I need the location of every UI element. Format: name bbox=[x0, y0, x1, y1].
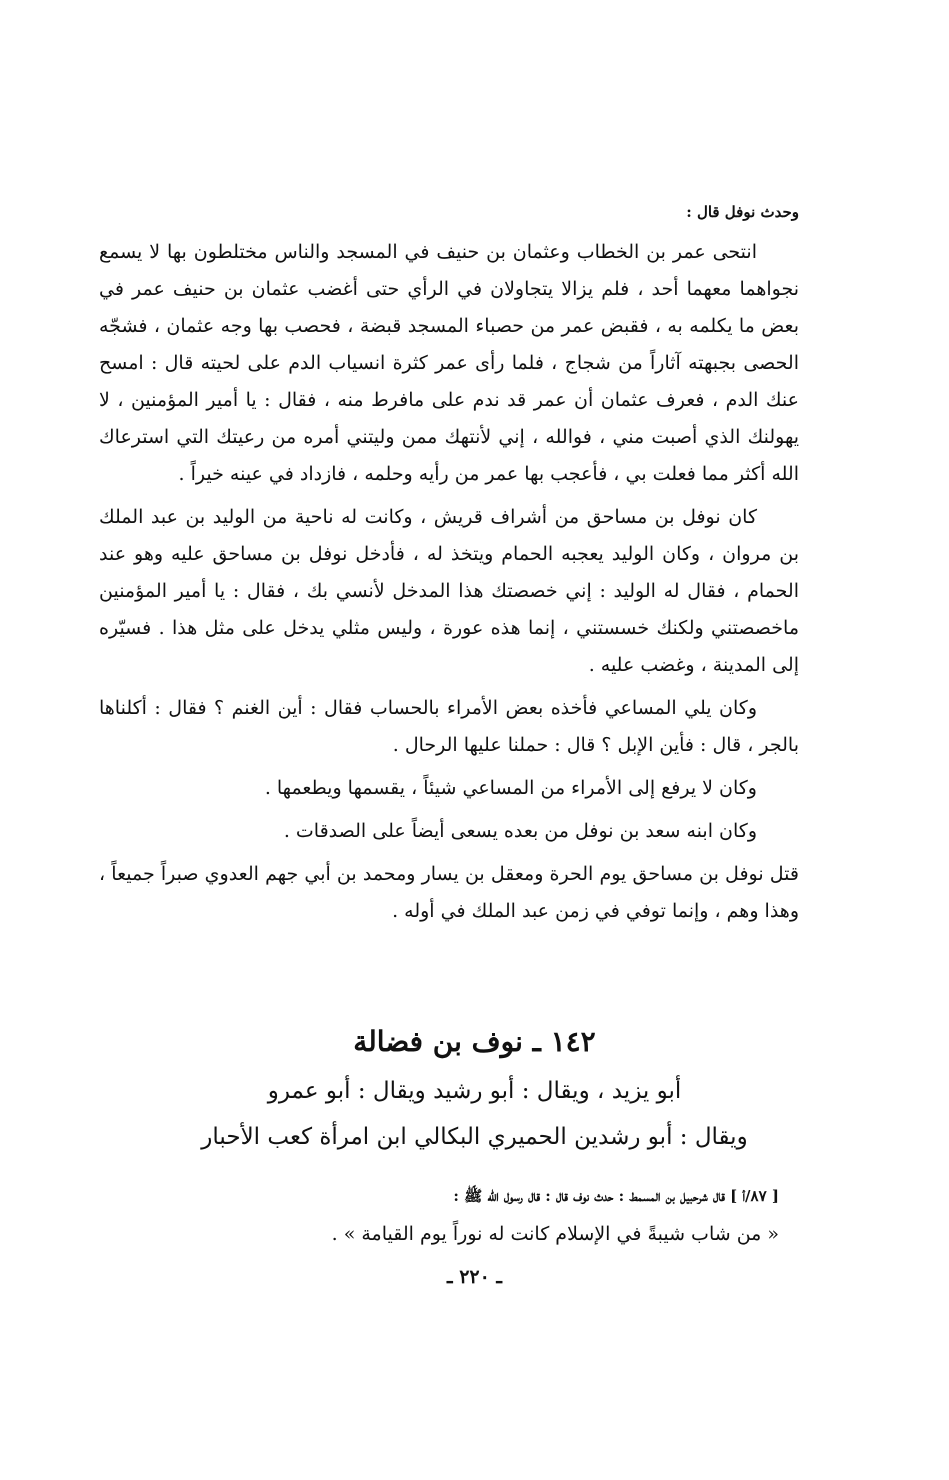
kunya-line-1: أبو يزيد ، ويقال : أبو رشيد ويقال : أبو عمرو bbox=[267, 1078, 682, 1104]
hadith-text: « من شاب شيبةً في الإسلام كانت له نوراً يوم القيامة » . bbox=[331, 1223, 779, 1245]
narration-intro: وحدث نوفل قال : bbox=[686, 203, 799, 221]
section-heading: ١٤٢ ـ نوف بن فضالة bbox=[353, 1025, 596, 1058]
paragraph-son-saad: وكان ابنه سعد بن نوفل من بعده يسعى أيضاً على الصدقات . bbox=[283, 820, 757, 842]
page-number: ـ ٢٢٠ ـ bbox=[447, 1266, 502, 1288]
hadith-chain: [ ٨٧/أ ] قال شرحبيل بن المسمط : حدث نوف قال : قال رسول الله ﷺ : bbox=[453, 1187, 779, 1205]
paragraph-umar-uthman: انتحى عمر بن الخطاب وعثمان بن حنيف في المسجد والناس مختلطون بها لا يسمع نجواهما معهما أحد ، فلم يزالا يتجاولان في الرأي حتى أغضب عثمان بن حنيف عمر في بعض ما يكلمه به ، فقبض عمر من حصباء المسجد قبضة ، فحصب بها وجه عثمان ، فشجّه الحصى بجبهته آثاراً من شجاج ، فلما رأى عمر كثرة انسياب الدم على لحيته قال : امسح عنك الدم ، فعرف عثمان أن عمر قد ندم على مافرط منه ، فقال : يا أمير المؤمنين ، لا يهولنك الذي أصبت مني ، فوالله ، إني لأنتهك ممن وليتني أمره من رعيتك التي استرعاك الله أكثر مما فعلت بي ، فأعجب بها عمر من رأيه وحلمه ، فازداد في عينه خيراً . bbox=[99, 241, 799, 485]
paragraph-masaai-account: وكان يلي المساعي فأخذه بعض الأمراء بالحساب فقال : أين الغنم ؟ فقال : أكلناها بالجر ، قال : فأين الإبل ؟ قال : حملنا عليها الرحال . bbox=[99, 697, 799, 756]
body-text bbox=[99, 234, 799, 930]
paragraph-harra-death: قتل نوفل بن مساحق يوم الحرة ومعقل بن يسار ومحمد بن أبي جهم العدوي صبراً جميعاً ، وهذا وهم ، وإنما توفي في زمن عبد الملك في أوله . bbox=[99, 863, 799, 922]
paragraph-nawfal-walid: كان نوفل بن مساحق من أشراف قريش ، وكانت له ناحية من الوليد بن عبد الملك بن مروان ، وكان الوليد يعجبه الحمام ويتخذ له ، فأدخل نوفل بن مساحق عليه وهو عند الحمام ، فقال له الوليد : إني خصصتك هذا المدخل لأنسي بك ، فقال : يا أمير المؤمنين ماخصصتني ولكنك خسستني ، إنما هذه عورة ، وليس مثلي يدخل على مثل هذا . فسيّره إلى المدينة ، وغضب عليه . bbox=[99, 506, 799, 676]
paragraph-masaai-distribution: وكان لا يرفع إلى الأمراء من المساعي شيئاً ، يقسمها ويطعمها . bbox=[264, 777, 757, 799]
kunya-block bbox=[0, 1074, 949, 1154]
kunya-line-2: ويقال : أبو رشدين الحميري البكالي ابن امرأة كعب الأحبار bbox=[201, 1124, 748, 1150]
